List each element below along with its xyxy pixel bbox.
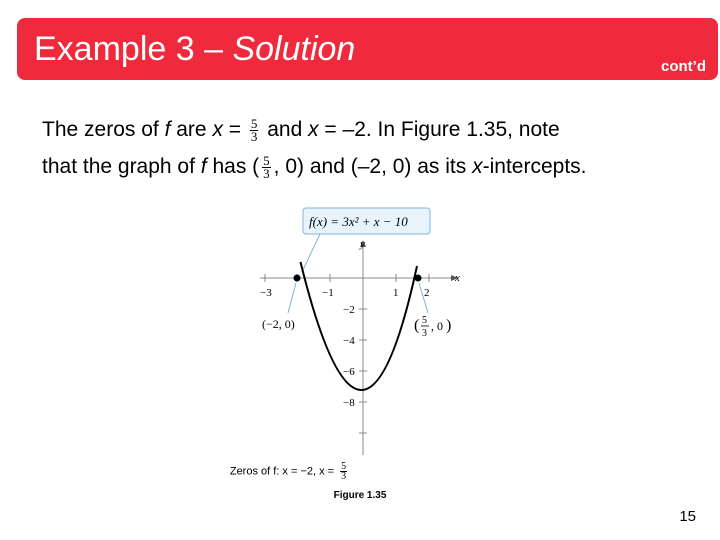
y-tick-label: −6 [343,366,355,378]
continued-label: cont’d [661,58,706,75]
figure-caption: Figure 1.35 [333,490,387,501]
y-tick-label: −2 [343,304,355,316]
x-tick-label: −3 [260,287,272,299]
point-right-num: 5 [422,315,427,326]
x-tick-label: 1 [393,287,399,299]
x-tick-label: −1 [322,287,334,299]
svg-text:(: ( [414,317,420,334]
x-tick-label: 2 [424,287,430,299]
y-axis-label: y [360,238,365,250]
x-axis-label: x [455,272,460,284]
zero-point-right [415,275,422,282]
parabola-curve [301,262,418,390]
body-line-1: The zeros of f are x = $\frac{5}{3}$ and x = –2. In Figure 1.35, note [42,116,560,144]
function-label: f(x) = 3x² + x − 10 [309,214,408,229]
point-right-den: 3 [422,328,427,339]
title-main: Example 3 – [34,30,233,68]
svg-text:): ) [446,317,452,334]
title-bar [17,18,718,80]
body-line-2: that the graph of f has ( $\frac{5}{3}$ , 0) and (–2, 0) as its x-intercepts. [42,153,587,181]
page-number: 15 [679,508,696,525]
label-pointer [302,234,320,272]
fraction-five-thirds: $\frac{5}{3}$ [250,116,258,144]
parabola-graph [250,205,470,460]
slide-title [34,30,355,69]
fraction-five-thirds: $\frac{5}{3}$ [263,153,270,181]
point-label-left: (−2, 0) [262,317,295,331]
zero-point-left [294,275,301,282]
title-italic: Solution [232,30,356,68]
y-tick-label: −4 [343,335,355,347]
zeros-caption: Zeros of f: x = −2, x = $\frac{5}{3}$ [229,461,347,482]
svg-text:, 0: , 0 [431,319,443,333]
y-tick-label: −8 [343,397,355,409]
